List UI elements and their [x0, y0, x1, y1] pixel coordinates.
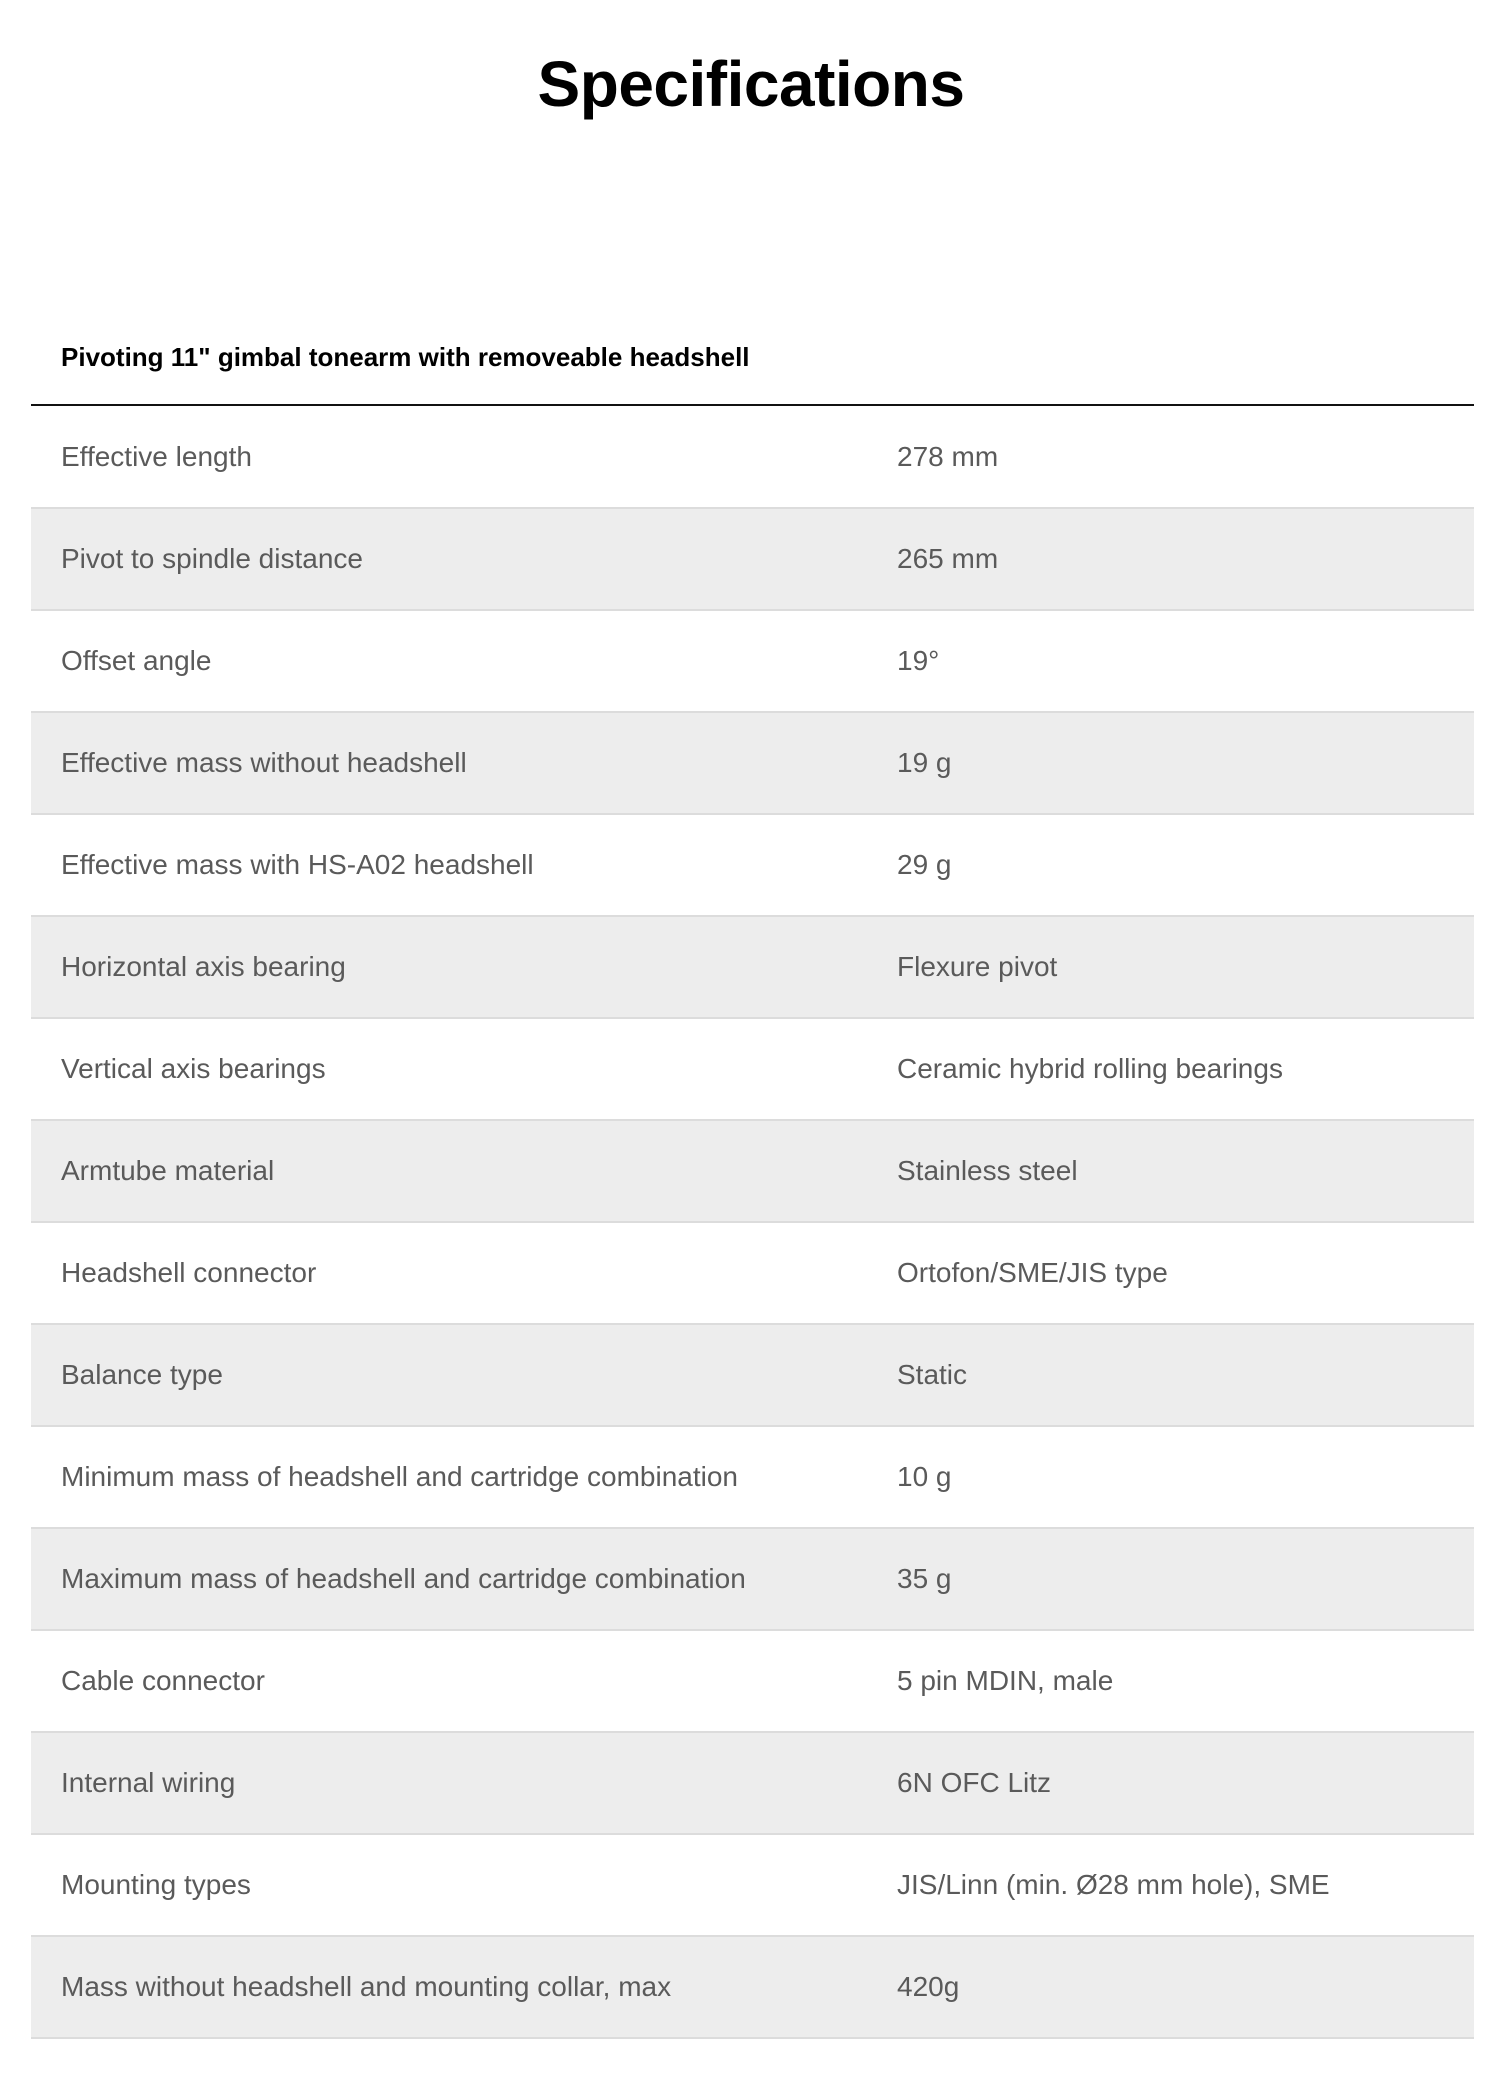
spec-row-internal-wiring [31, 1732, 1474, 1834]
spec-name: Armtube material [31, 1120, 897, 1222]
spec-value: JIS/Linn (min. Ø28 mm hole), SME [897, 1834, 1474, 1936]
spec-value: 265 mm [897, 508, 1474, 610]
spec-name: Horizontal axis bearing [31, 916, 897, 1018]
spec-value: 10 g [897, 1426, 1474, 1528]
spec-value: Ceramic hybrid rolling bearings [897, 1018, 1474, 1120]
spec-name: Internal wiring [31, 1732, 897, 1834]
spec-row-vertical-bearings [31, 1018, 1474, 1120]
spec-value: 6N OFC Litz [897, 1732, 1474, 1834]
spec-name: Mounting types [31, 1834, 897, 1936]
spec-value: 29 g [897, 814, 1474, 916]
spec-name: Vertical axis bearings [31, 1018, 897, 1120]
spec-value: Stainless steel [897, 1120, 1474, 1222]
spec-row-mass-without-headshell [31, 712, 1474, 814]
spec-value: Ortofon/SME/JIS type [897, 1222, 1474, 1324]
spec-table [31, 406, 1474, 2039]
spec-row-armtube-material [31, 1120, 1474, 1222]
spec-row-headshell-connector [31, 1222, 1474, 1324]
spec-value: Static [897, 1324, 1474, 1426]
section-heading: Pivoting 11" gimbal tonearm with removeable headshell [31, 318, 1474, 406]
spec-value: 19 g [897, 712, 1474, 814]
spec-row-mounting-types [31, 1834, 1474, 1936]
spec-row-balance-type [31, 1324, 1474, 1426]
spec-name: Effective mass without headshell [31, 712, 897, 814]
page-title: Specifications [537, 48, 965, 120]
spec-value: 420g [897, 1936, 1474, 2038]
spec-name: Maximum mass of headshell and cartridge combination [31, 1528, 897, 1630]
spec-name: Balance type [31, 1324, 897, 1426]
spec-row-pivot-to-spindle [31, 508, 1474, 610]
spec-row-mass-with-headshell [31, 814, 1474, 916]
spec-value: 5 pin MDIN, male [897, 1630, 1474, 1732]
spec-name: Effective length [31, 406, 897, 508]
spec-name: Cable connector [31, 1630, 897, 1732]
spec-name: Headshell connector [31, 1222, 897, 1324]
spec-value: Flexure pivot [897, 916, 1474, 1018]
spec-row-horizontal-bearing [31, 916, 1474, 1018]
spec-row-cable-connector [31, 1630, 1474, 1732]
spec-row-maximum-mass [31, 1528, 1474, 1630]
spec-value: 278 mm [897, 406, 1474, 508]
spec-name: Offset angle [31, 610, 897, 712]
spec-row-effective-length [31, 406, 1474, 508]
spec-row-mass-max [31, 1936, 1474, 2038]
spec-section [31, 318, 1474, 2039]
spec-name: Mass without headshell and mounting collar, max [31, 1936, 897, 2038]
spec-row-offset-angle [31, 610, 1474, 712]
spec-name: Pivot to spindle distance [31, 508, 897, 610]
spec-name: Minimum mass of headshell and cartridge combination [31, 1426, 897, 1528]
spec-value: 35 g [897, 1528, 1474, 1630]
spec-row-minimum-mass [31, 1426, 1474, 1528]
spec-name: Effective mass with HS-A02 headshell [31, 814, 897, 916]
spec-value: 19° [897, 610, 1474, 712]
